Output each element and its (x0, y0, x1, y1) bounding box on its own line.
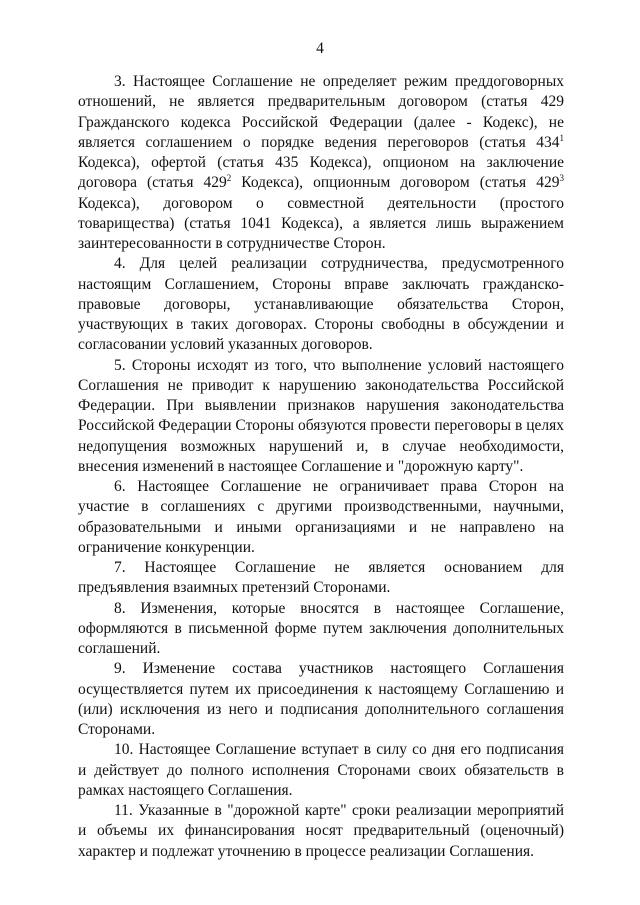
paragraph-text-segment: 7. Настоящее Соглашение не является основанием для предъявления взаимных претензий Сторонами. (78, 559, 564, 597)
paragraph-text-segment: Кодекса), опционным договором (статья 429 (231, 174, 560, 192)
article-superscript: 2 (226, 173, 232, 184)
article-superscript: 1 (559, 132, 564, 143)
paragraph-text-segment: Кодекса), договором о совместной деятельности (простого товарищества) (статья 1041 Кодекса), а является лишь выражением заинтересованности в сотрудничестве Сторон. (78, 194, 564, 252)
paragraph-text-segment: 9. Изменение состава участников настоящего Соглашения осуществляется путем их присоединения к настоящему Соглашению и (или) исключения из него и подписания дополнительного соглашения Сторонами. (78, 660, 564, 738)
page-number: 4 (316, 40, 324, 57)
document-body (78, 72, 564, 862)
paragraph-6 (78, 477, 564, 558)
paragraph-text-segment: 4. Для целей реализации сотрудничества, предусмотренного настоящим Соглашением, Стороны вправе заключать гражданско-правовые договоры, устанавливающие обязательства Сторон, участвующих в таких договорах. Стороны свободны в обсуждении и согласовании условий указанных договоров. (78, 255, 564, 354)
paragraph-7 (78, 558, 564, 599)
paragraph-text-segment: 11. Указанные в "дорожной карте" сроки реализации мероприятий и объемы их финансирования носят предварительный (оценочный) характер и подлежат уточнению в процессе реализации Соглашения. (78, 802, 564, 860)
paragraph-text-segment: 5. Стороны исходят из того, что выполнение условий настоящего Соглашения не приводит к нарушению законодательства Российской Федерации. При выявлении признаков нарушения законодательства Российской Федерации Стороны обязуются провести переговоры в целях недопущения возможных нарушений и, в случае необходимости, внесения изменений в настоящее Соглашение и "дорожную карту". (78, 356, 564, 475)
paragraph-4 (78, 254, 564, 355)
paragraph-text-segment: Кодекса), офертой (статья 435 Кодекса), опционом на заключение договора (статья 429 (78, 154, 564, 192)
paragraph-11 (78, 801, 564, 862)
paragraph-text-segment: 10. Настоящее Соглашение вступает в силу со дня его подписания и действует до полного исполнения Сторонами своих обязательств в рамках настоящего Соглашения. (78, 741, 564, 799)
paragraph-3 (78, 72, 564, 254)
paragraph-10 (78, 740, 564, 801)
paragraph-text-segment: 8. Изменения, которые вносятся в настоящее Соглашение, оформляются в письменной форме путем заключения дополнительных соглашений. (78, 599, 564, 657)
paragraph-8 (78, 599, 564, 660)
article-superscript: 3 (559, 173, 564, 184)
paragraph-5 (78, 356, 564, 478)
paragraph-text-segment: 6. Настоящее Соглашение не ограничивает права Сторон на участие в соглашениях с другими производственными, научными, образовательными и иными организациями и не направлено на ограничение конкуренции. (78, 478, 564, 556)
paragraph-9 (78, 659, 564, 740)
paragraph-text-segment: 3. Настоящее Соглашение не определяет режим преддоговорных отношений, не является предварительным договором (статья 429 Гражданского кодекса Российской Федерации (далее - Кодекс), не является соглашением о порядке ведения переговоров (статья 434 (78, 73, 564, 151)
